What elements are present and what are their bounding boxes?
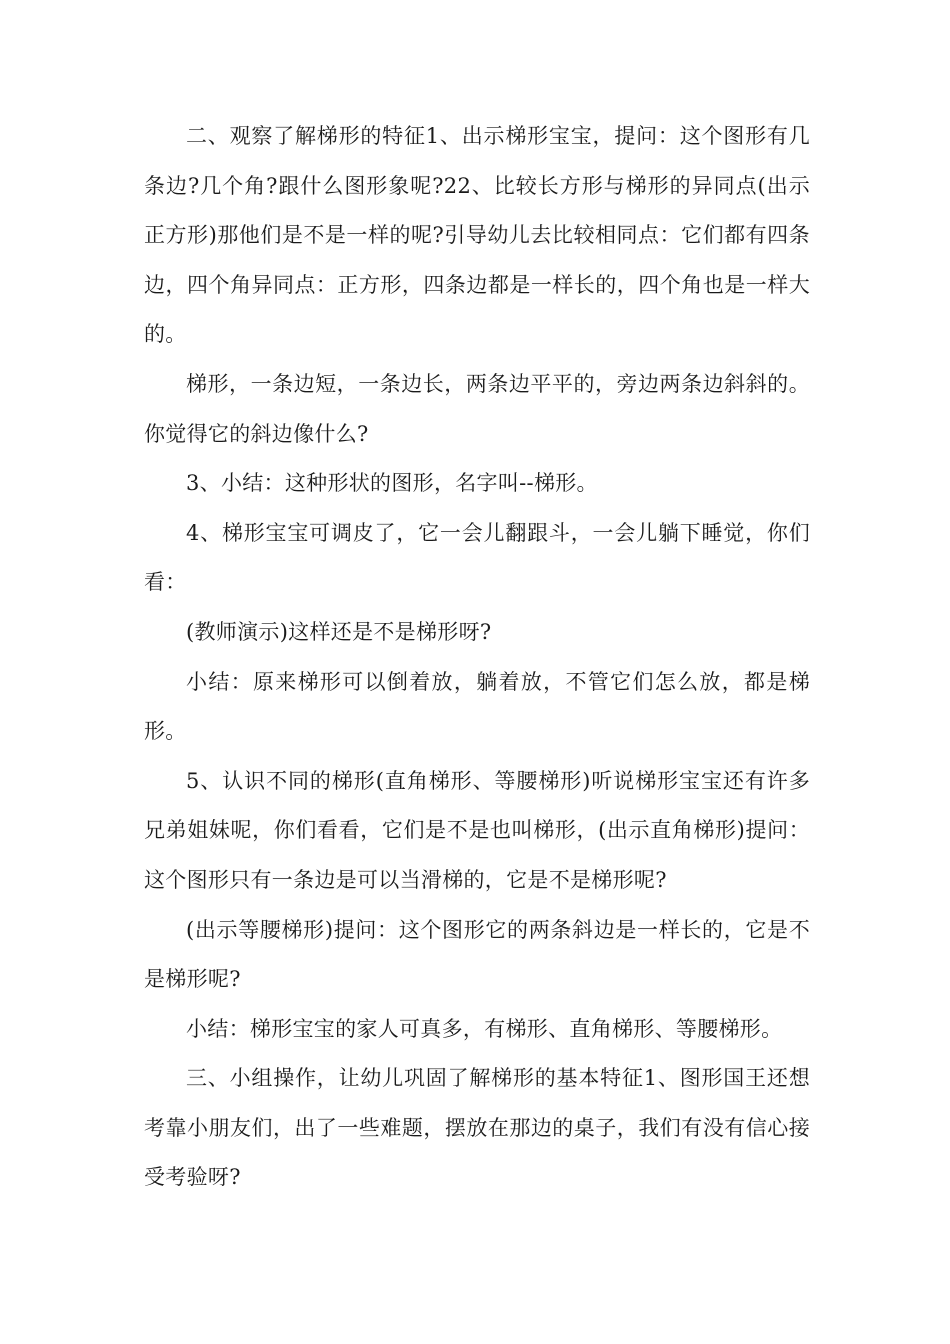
paragraph-summary-family: 小结：梯形宝宝的家人可真多，有梯形、直角梯形、等腰梯形。 [186,1016,783,1041]
paragraph-naughty-trapezoid: 4、梯形宝宝可调皮了，它一会儿翻跟斗，一会儿躺下睡觉，你们看： [144,520,810,595]
paragraph-summary-name: 3、小结：这种形状的图形，名字叫--梯形。 [186,471,598,496]
paragraph-summary-orientation: 小结：原来梯形可以倒着放，躺着放，不管它们怎么放，都是梯形。 [144,669,810,744]
paragraph-trapezoid-description: 梯形，一条边短，一条边长，两条边平平的，旁边两条边斜斜的。你觉得它的斜边像什么? [144,371,810,446]
paragraph-observe-trapezoid: 二、观察了解梯形的特征1、出示梯形宝宝，提问：这个图形有几条边?几个角?跟什么图形象呢?22、比较长方形与梯形的异同点(出示正方形)那他们是不是一样的呢?引导幼儿去比较相同点：它们都有四条边，四个角异同点：正方形，四条边都是一样长的，四个角也是一样大的。 [144,124,810,347]
paragraph-teacher-demo: (教师演示)这样还是不是梯形呀? [186,619,492,644]
paragraph-different-trapezoids: 5、认识不同的梯形(直角梯形、等腰梯形)听说梯形宝宝还有许多兄弟姐妹呢，你们看看，它们是不是也叫梯形，(出示直角梯形)提问：这个图形只有一条边是可以当滑梯的，它是不是梯形呢? [144,768,810,892]
document-body [144,112,810,1203]
paragraph-group-activity: 三、小组操作，让幼儿巩固了解梯形的基本特征1、图形国王还想考靠小朋友们，出了一些难题，摆放在那边的桌子，我们有没有信心接受考验呀? [144,1066,810,1190]
paragraph-isosceles-trapezoid: (出示等腰梯形)提问：这个图形它的两条斜边是一样长的，它是不是梯形呢? [144,917,810,992]
